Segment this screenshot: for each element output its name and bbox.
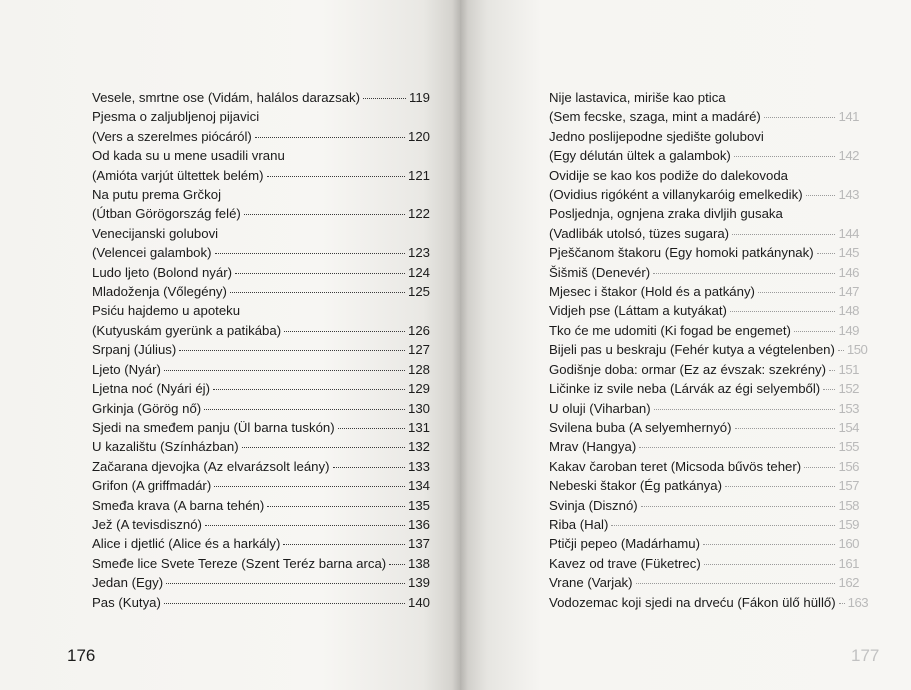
toc-entry	[549, 437, 859, 456]
right-toc	[549, 88, 869, 612]
toc-entry-title: Ljeto (Nyár)	[92, 361, 161, 377]
toc-entry-line	[92, 515, 430, 534]
toc-entry-title: Grkinja (Görög nő)	[92, 400, 202, 416]
toc-entry-page: 119	[408, 90, 430, 105]
toc-entry-line	[549, 360, 859, 379]
dot-leader	[283, 544, 405, 545]
toc-entry-page: 138	[407, 555, 430, 571]
toc-entry-line	[549, 379, 859, 398]
dot-leader	[214, 486, 405, 487]
toc-entry-title: Pjesma o zaljubljenoj pijavici	[92, 109, 260, 125]
toc-entry-line	[92, 399, 430, 418]
toc-entry-page: 146	[838, 264, 859, 280]
toc-entry	[549, 204, 859, 243]
toc-entry-title: Začarana djevojka (Az elvarázsolt leány)	[92, 458, 330, 474]
toc-entry-title: U oluji (Viharban)	[549, 400, 651, 416]
toc-entry-page: 144	[838, 225, 859, 241]
toc-entry-line	[92, 534, 430, 553]
toc-entry-page: 128	[407, 361, 430, 377]
toc-entry-title: Vesele, smrtne ose (Vidám, halálos darazsak)	[92, 90, 361, 105]
dot-leader	[829, 370, 835, 371]
toc-entry	[549, 282, 859, 301]
toc-entry-line	[92, 496, 430, 515]
toc-entry-line	[92, 224, 430, 243]
toc-entry	[549, 534, 859, 553]
toc-entry	[92, 340, 430, 359]
toc-entry-title: Ptičji pepeo (Madárhamu)	[549, 536, 700, 552]
toc-entry	[92, 573, 430, 592]
toc-entry	[92, 515, 430, 534]
toc-entry	[549, 573, 859, 592]
toc-entry-title: Riba (Hal)	[549, 516, 609, 532]
toc-entry	[92, 88, 430, 107]
toc-entry-page: 162	[838, 575, 859, 591]
toc-entry-line	[549, 399, 859, 418]
dot-leader	[235, 273, 405, 274]
toc-entry	[549, 593, 869, 612]
toc-entry-title: Posljednja, ognjena zraka divljih gusaka	[549, 206, 783, 222]
toc-entry-page: 147	[838, 284, 859, 300]
dot-leader	[639, 447, 835, 448]
toc-entry-line	[549, 263, 859, 282]
toc-entry	[549, 88, 859, 127]
toc-entry-line	[549, 437, 859, 456]
toc-entry-page: 120	[407, 128, 430, 144]
dot-leader	[732, 234, 835, 235]
toc-entry-title: Na putu prema Grčkoj	[92, 187, 221, 203]
toc-entry	[92, 185, 430, 224]
toc-entry-page: 145	[838, 245, 859, 261]
dot-leader	[804, 467, 835, 468]
toc-entry-line	[549, 204, 859, 223]
toc-entry-page: 161	[838, 555, 859, 571]
dot-leader	[725, 486, 836, 487]
toc-entry-page: 121	[407, 167, 430, 183]
toc-entry-line	[92, 263, 430, 282]
toc-entry-title: Kavez od trave (Füketrec)	[549, 555, 701, 571]
toc-entry-title: Sjedi na smeđem panju (Ül barna tuskón)	[92, 419, 335, 435]
toc-entry	[549, 476, 859, 495]
toc-entry	[92, 534, 430, 553]
toc-entry-title: Od kada su u mene usadili vranu	[92, 148, 285, 164]
toc-entry-line	[549, 107, 859, 126]
toc-entry	[549, 360, 859, 379]
toc-entry-line	[549, 321, 859, 340]
dot-leader	[255, 137, 405, 138]
toc-entry-line	[549, 340, 868, 359]
dot-leader	[839, 603, 845, 604]
toc-entry-line	[92, 301, 430, 320]
dot-leader	[333, 467, 405, 468]
dot-leader	[806, 195, 836, 196]
toc-entry-page: 152	[838, 381, 859, 397]
toc-entry-line	[92, 88, 430, 107]
toc-entry-page: 154	[838, 419, 859, 435]
toc-entry	[549, 399, 859, 418]
toc-entry-title: (Sem fecske, szaga, mint a madáré)	[549, 109, 761, 125]
dot-leader	[817, 253, 836, 254]
dot-leader	[703, 544, 835, 545]
dot-leader	[641, 506, 836, 507]
toc-entry-line	[549, 573, 859, 592]
toc-entry-title: (Amióta varjút ültettek belém)	[92, 167, 264, 183]
left-page-number: 176	[67, 646, 96, 665]
toc-entry-line	[92, 457, 430, 476]
toc-entry-title: Smeđe lice Svete Tereze (Szent Teréz barna arca)	[92, 555, 387, 571]
toc-entry	[92, 263, 430, 282]
toc-entry-title: Jež (A tevisdisznó)	[92, 516, 202, 532]
toc-entry-page: 150	[846, 342, 868, 358]
toc-entry	[92, 593, 430, 612]
toc-entry-title: Jedno poslijepodne sjedište golubovi	[549, 128, 764, 144]
dot-leader	[166, 583, 405, 584]
toc-entry-page: 124	[407, 264, 430, 280]
toc-entry-title: Grifon (A griffmadár)	[92, 478, 212, 494]
toc-entry-page: 155	[838, 439, 859, 455]
toc-entry-page: 126	[407, 322, 430, 338]
toc-entry-title: Srpanj (Július)	[92, 342, 177, 358]
dot-leader	[363, 98, 406, 99]
toc-entry-line	[92, 437, 430, 456]
toc-entry-page: 163	[847, 594, 869, 610]
toc-entry-title: Smeđa krava (A barna tehén)	[92, 497, 265, 513]
left-toc	[92, 88, 430, 612]
dot-leader	[730, 311, 836, 312]
dot-leader	[164, 603, 405, 604]
dot-leader	[179, 350, 405, 351]
right-page	[460, 0, 911, 690]
toc-entry-page: 125	[407, 284, 430, 300]
toc-entry-line	[92, 573, 430, 592]
toc-entry-line	[92, 476, 430, 495]
toc-entry-line	[92, 204, 430, 223]
toc-entry-title: Svilena buba (A selyemhernyó)	[549, 419, 732, 435]
toc-entry	[92, 379, 430, 398]
toc-entry-page: 136	[407, 516, 430, 532]
toc-entry-title: Svinja (Disznó)	[549, 497, 638, 513]
toc-entry-page: 142	[838, 148, 859, 164]
toc-entry-line	[92, 340, 430, 359]
dot-leader	[242, 447, 405, 448]
toc-entry-line	[549, 146, 859, 165]
dot-leader	[704, 564, 836, 565]
toc-entry-line	[92, 146, 430, 165]
toc-entry-title: Alice i djetlić (Alice és a harkály)	[92, 536, 281, 552]
toc-entry-line	[92, 282, 430, 301]
toc-entry-line	[549, 496, 859, 515]
toc-entry	[549, 554, 859, 573]
toc-entry-title: (Velencei galambok)	[92, 245, 212, 261]
toc-entry	[92, 282, 430, 301]
toc-entry-page: 130	[407, 400, 430, 416]
toc-entry	[92, 301, 430, 340]
toc-entry-page: 141	[838, 109, 859, 125]
dot-leader	[838, 350, 844, 351]
toc-entry-page: 137	[407, 536, 430, 552]
dot-leader	[823, 389, 835, 390]
toc-entry-title: (Kutyuskám gyerünk a patikába)	[92, 322, 282, 338]
toc-entry-line	[92, 360, 430, 379]
toc-entry-title: Mjesec i štakor (Hold és a patkány)	[549, 284, 755, 300]
toc-entry-title: Pas (Kutya)	[92, 594, 161, 610]
toc-entry	[92, 107, 430, 146]
toc-entry-page: 139	[407, 575, 430, 591]
dot-leader	[389, 564, 405, 565]
toc-entry	[92, 399, 430, 418]
toc-entry-line	[92, 127, 430, 146]
toc-entry-page: 149	[838, 322, 859, 338]
toc-entry-line	[92, 107, 430, 126]
toc-entry	[549, 263, 859, 282]
toc-entry-line	[549, 127, 859, 146]
toc-entry	[549, 379, 859, 398]
toc-entry-title: (Vers a szerelmes piócáról)	[92, 128, 252, 144]
toc-entry	[92, 457, 430, 476]
toc-entry-page: 129	[407, 381, 430, 397]
toc-entry-line	[549, 457, 859, 476]
toc-entry-line	[549, 554, 859, 573]
toc-entry-title: Ličinke iz svile neba (Lárvák az égi selyemből)	[549, 381, 821, 397]
toc-entry-title: Jedan (Egy)	[92, 575, 164, 591]
toc-entry-title: Ljetna noć (Nyári éj)	[92, 381, 211, 397]
toc-entry-line	[549, 282, 859, 301]
toc-entry-line	[92, 593, 430, 612]
right-page-number: 177	[851, 646, 880, 665]
toc-entry-page: 127	[407, 342, 430, 358]
toc-entry-line	[92, 243, 430, 262]
toc-entry	[549, 127, 859, 166]
dot-leader	[164, 370, 405, 371]
toc-entry-page: 134	[407, 478, 430, 494]
toc-entry-title: Venecijanski golubovi	[92, 225, 219, 241]
toc-entry-line	[92, 321, 430, 340]
toc-entry-page: 131	[407, 419, 430, 435]
toc-entry-title: Psiću hajdemo u apoteku	[92, 303, 241, 319]
dot-leader	[284, 331, 405, 332]
toc-entry-page: 157	[838, 478, 859, 494]
toc-entry-page: 132	[407, 439, 430, 455]
toc-entry	[92, 437, 430, 456]
toc-entry-page: 140	[407, 594, 430, 610]
toc-entry-page: 123	[407, 245, 430, 261]
toc-entry-page: 160	[838, 536, 859, 552]
dot-leader	[267, 506, 405, 507]
toc-entry-title: Mladoženja (Vőlegény)	[92, 284, 227, 300]
dot-leader	[654, 409, 836, 410]
toc-entry-line	[549, 243, 859, 262]
toc-entry-line	[92, 166, 430, 185]
dot-leader	[204, 409, 405, 410]
toc-entry	[92, 146, 430, 185]
dot-leader	[244, 214, 405, 215]
toc-entry	[549, 166, 859, 205]
toc-entry-line	[549, 593, 869, 612]
dot-leader	[794, 331, 836, 332]
toc-entry-page: 158	[838, 497, 859, 513]
dot-leader	[764, 117, 836, 118]
toc-entry-page: 148	[838, 303, 859, 319]
dot-leader	[636, 583, 836, 584]
toc-entry-line	[549, 301, 859, 320]
dot-leader	[213, 389, 405, 390]
toc-entry-line	[92, 185, 430, 204]
toc-entry-title: Šišmiš (Denevér)	[549, 264, 651, 280]
toc-entry-page: 133	[407, 458, 430, 474]
toc-entry-title: Nebeski štakor (Ég patkánya)	[549, 478, 722, 494]
book-gutter	[452, 0, 468, 690]
toc-entry	[549, 418, 859, 437]
toc-entry-title: Ludo ljeto (Bolond nyár)	[92, 264, 233, 280]
toc-entry	[92, 476, 430, 495]
toc-entry-page: 151	[838, 361, 859, 377]
toc-entry-page: 122	[407, 206, 430, 222]
toc-entry	[549, 321, 859, 340]
toc-entry-title: (Útban Görögország felé)	[92, 206, 241, 222]
toc-entry	[92, 224, 430, 263]
toc-entry-title: (Vadlibák utolsó, tüzes sugara)	[549, 225, 730, 241]
toc-entry	[92, 360, 430, 379]
toc-entry-page: 156	[838, 458, 859, 474]
toc-entry-line	[92, 554, 430, 573]
dot-leader	[734, 156, 836, 157]
toc-entry	[92, 554, 430, 573]
toc-entry-line	[549, 88, 859, 107]
toc-entry-page: 143	[838, 187, 859, 203]
dot-leader	[267, 176, 405, 177]
dot-leader	[215, 253, 405, 254]
toc-entry-title: Vidjeh pse (Láttam a kutyákat)	[549, 303, 727, 319]
dot-leader	[230, 292, 405, 293]
toc-entry-title: U kazalištu (Színházban)	[92, 439, 239, 455]
toc-entry-title: Kakav čaroban teret (Micsoda bűvös teher)	[549, 458, 802, 474]
toc-entry-title: Godišnje doba: ormar (Ez az évszak: szekrény)	[549, 361, 827, 377]
toc-entry-title: Vodozemac koji sjedi na drveću (Fákon ülő hüllő)	[549, 594, 836, 610]
dot-leader	[611, 525, 835, 526]
toc-entry	[549, 301, 859, 320]
toc-entry-line	[549, 224, 859, 243]
toc-entry	[549, 340, 868, 359]
toc-entry	[549, 243, 859, 262]
toc-entry-page: 135	[407, 497, 430, 513]
toc-entry-title: Tko će me udomiti (Ki fogad be engemet)	[549, 322, 791, 338]
dot-leader	[205, 525, 405, 526]
toc-entry-title: (Ovidius rigóként a villanykaróig emelkedik)	[549, 187, 803, 203]
toc-entry-line	[549, 476, 859, 495]
toc-entry-title: Nije lastavica, miriše kao ptica	[549, 90, 726, 105]
toc-entry	[549, 496, 859, 515]
toc-entry-line	[549, 534, 859, 553]
toc-entry-line	[549, 418, 859, 437]
toc-entry-title: Ovidije se kao kos podiže do dalekovoda	[549, 167, 788, 183]
dot-leader	[735, 428, 836, 429]
toc-entry-title: (Egy délután ültek a galambok)	[549, 148, 731, 164]
toc-entry-title: Vrane (Varjak)	[549, 575, 633, 591]
toc-entry-line	[92, 379, 430, 398]
toc-entry-line	[549, 185, 859, 204]
toc-entry	[549, 515, 859, 534]
toc-entry-title: Bijeli pas u beskraju (Fehér kutya a végtelenben)	[549, 342, 835, 358]
toc-entry-line	[549, 166, 859, 185]
toc-entry	[549, 457, 859, 476]
toc-entry-line	[549, 515, 859, 534]
toc-entry-page: 159	[838, 516, 859, 532]
dot-leader	[338, 428, 405, 429]
dot-leader	[758, 292, 836, 293]
toc-entry-title: Pješčanom štakoru (Egy homoki patkánynak)	[549, 245, 814, 261]
toc-entry-page: 153	[838, 400, 859, 416]
toc-entry-title: Mrav (Hangya)	[549, 439, 637, 455]
dot-leader	[653, 273, 835, 274]
toc-entry-line	[92, 418, 430, 437]
toc-entry	[92, 496, 430, 515]
toc-entry	[92, 418, 430, 437]
